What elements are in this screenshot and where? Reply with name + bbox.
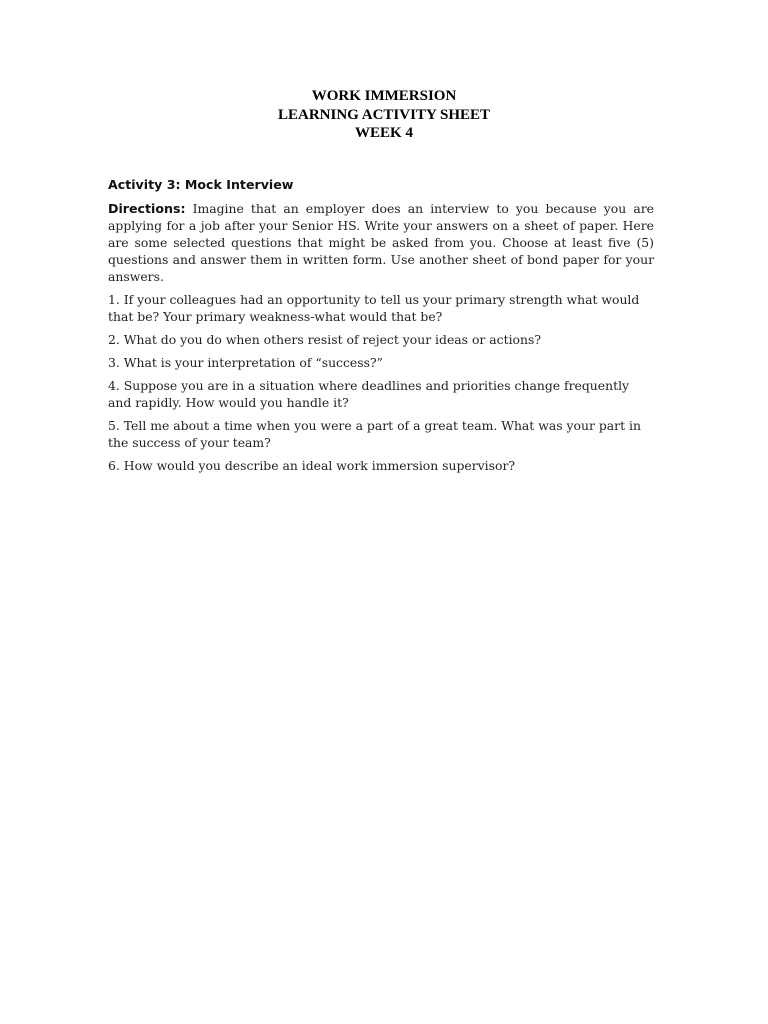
question-item-5: 5. Tell me about a time when you were a part of a great team. What was your part in the success of your team?	[108, 418, 641, 450]
activity-section	[108, 176, 654, 480]
question-list	[108, 291, 654, 474]
question-item-4: 4. Suppose you are in a situation where deadlines and priorities change frequently and rapidly. How would you handle it?	[108, 378, 630, 410]
question-item-2: 2. What do you do when others resist of reject your ideas or actions?	[108, 332, 542, 347]
activity-title: Activity 3: Mock Interview	[108, 177, 294, 192]
header-title-line-1: WORK IMMERSION	[311, 88, 457, 104]
question-item-3: 3. What is your interpretation of “success?”	[108, 355, 383, 370]
question-item-1: 1. If your colleagues had an opportunity to tell us your primary strength what would that be? Your primary weakness-what would that be?	[108, 292, 640, 324]
directions-paragraph	[108, 200, 654, 285]
document-header	[0, 87, 768, 143]
header-title-line-3: WEEK 4	[355, 125, 413, 141]
header-title-line-2: LEARNING ACTIVITY SHEET	[278, 106, 490, 123]
directions-label: Directions:	[108, 201, 186, 216]
directions-text: Imagine that an employer does an interview to you because you are applying for a job after your Senior HS. Write your answers on a sheet of paper. Here are some selected questions that might be asked from you. Choose at least five (5) questions and answer them in written form. Use another sheet of bond paper for your answers.	[108, 201, 654, 284]
question-item-6: 6. How would you describe an ideal work immersion supervisor?	[108, 458, 516, 473]
